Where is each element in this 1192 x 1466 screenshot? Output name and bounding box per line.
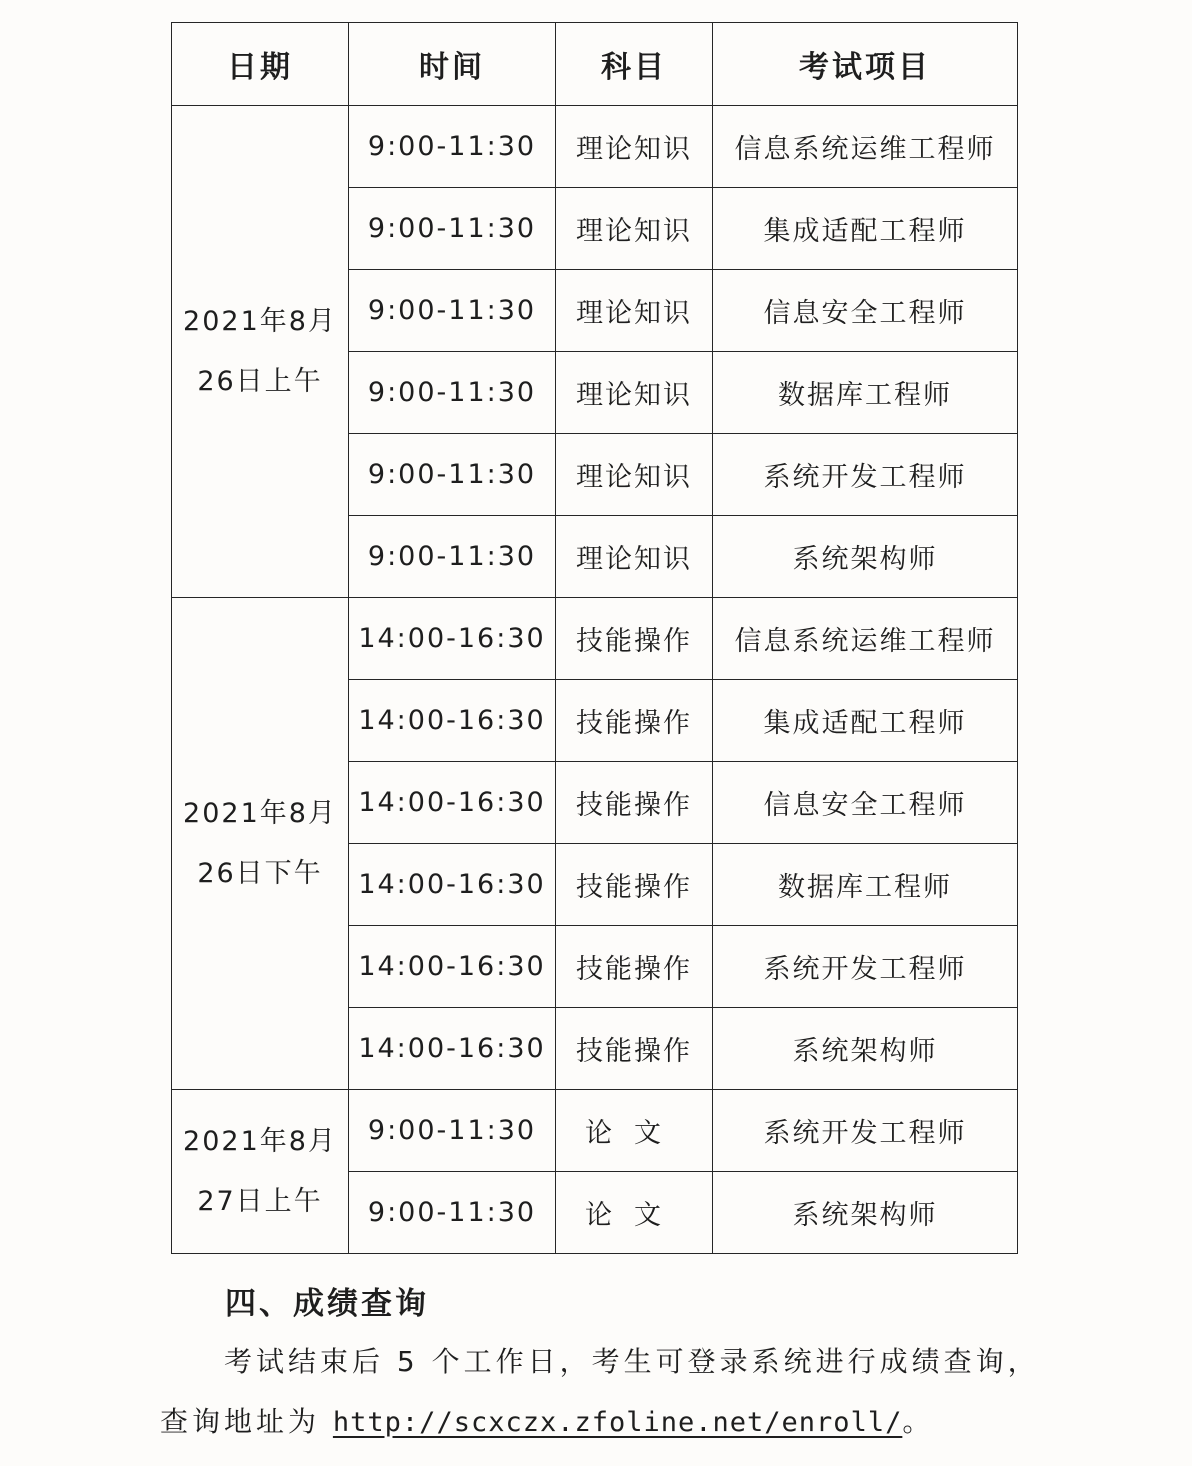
time-cell: 9:00-11:30: [349, 1090, 556, 1172]
exam-item-cell: 集成适配工程师: [713, 188, 1018, 270]
date-line2: 26日上午: [197, 365, 323, 397]
date-cell: [172, 1090, 349, 1254]
time-cell: 9:00-11:30: [349, 352, 556, 434]
time-cell: 9:00-11:30: [349, 1172, 556, 1254]
exam-item-cell: 集成适配工程师: [713, 680, 1018, 762]
exam-item-cell: 信息安全工程师: [713, 270, 1018, 352]
subject-cell: 技能操作: [556, 762, 713, 844]
time-cell: 9:00-11:30: [349, 434, 556, 516]
date-line2: 27日上午: [197, 1185, 323, 1217]
date-line1: 2021年8月: [183, 305, 337, 337]
time-cell: 14:00-16:30: [349, 680, 556, 762]
header-time: 时间: [349, 23, 556, 106]
subject-cell: 理论知识: [556, 352, 713, 434]
time-cell: 14:00-16:30: [349, 926, 556, 1008]
table-row: [172, 106, 1018, 188]
time-cell: 14:00-16:30: [349, 844, 556, 926]
subject-cell: 理论知识: [556, 270, 713, 352]
date-line1: 2021年8月: [183, 797, 337, 829]
date-cell: [172, 106, 349, 598]
time-cell: 9:00-11:30: [349, 516, 556, 598]
exam-item-cell: 系统架构师: [713, 516, 1018, 598]
date-cell: [172, 598, 349, 1090]
exam-item-cell: 数据库工程师: [713, 844, 1018, 926]
header-subject: 科目: [556, 23, 713, 106]
header-date: 日期: [172, 23, 349, 106]
table-row: [172, 1090, 1018, 1172]
date-line2: 26日下午: [197, 857, 323, 889]
results-paragraph-line1: 考试结束后 5 个工作日，考生可登录系统进行成绩查询，: [224, 1345, 1040, 1378]
table-row: [172, 598, 1018, 680]
table-header-row: [172, 23, 1018, 106]
subject-cell: 技能操作: [556, 844, 713, 926]
exam-item-cell: 数据库工程师: [713, 352, 1018, 434]
section-title: 四、成绩查询: [225, 1286, 429, 1322]
exam-schedule-table: [171, 22, 1018, 1254]
results-paragraph-line2: [160, 1400, 1040, 1440]
exam-item-cell: 系统架构师: [713, 1008, 1018, 1090]
subject-cell: 理论知识: [556, 188, 713, 270]
subject-cell: 论文: [556, 1172, 713, 1254]
subject-cell: 技能操作: [556, 1008, 713, 1090]
exam-item-cell: 系统开发工程师: [713, 434, 1018, 516]
exam-item-cell: 信息系统运维工程师: [713, 106, 1018, 188]
time-cell: 14:00-16:30: [349, 1008, 556, 1090]
exam-item-cell: 系统架构师: [713, 1172, 1018, 1254]
subject-cell: 技能操作: [556, 926, 713, 1008]
subject-cell: 论文: [556, 1090, 713, 1172]
time-cell: 14:00-16:30: [349, 598, 556, 680]
exam-item-cell: 系统开发工程师: [713, 926, 1018, 1008]
subject-cell: 理论知识: [556, 434, 713, 516]
period-punctuation: 。: [902, 1405, 935, 1438]
exam-item-cell: 系统开发工程师: [713, 1090, 1018, 1172]
query-address-label: 查询地址为: [160, 1405, 333, 1438]
query-url-link[interactable]: http://scxczx.zfoline.net/enroll/: [332, 1407, 903, 1438]
subject-cell: 技能操作: [556, 680, 713, 762]
time-cell: 14:00-16:30: [349, 762, 556, 844]
date-line1: 2021年8月: [183, 1125, 337, 1157]
exam-item-cell: 信息系统运维工程师: [713, 598, 1018, 680]
subject-cell: 理论知识: [556, 106, 713, 188]
header-exam-item: 考试项目: [713, 23, 1018, 106]
time-cell: 9:00-11:30: [349, 188, 556, 270]
subject-cell: 理论知识: [556, 516, 713, 598]
subject-cell: 技能操作: [556, 598, 713, 680]
exam-item-cell: 信息安全工程师: [713, 762, 1018, 844]
time-cell: 9:00-11:30: [349, 270, 556, 352]
time-cell: 9:00-11:30: [349, 106, 556, 188]
